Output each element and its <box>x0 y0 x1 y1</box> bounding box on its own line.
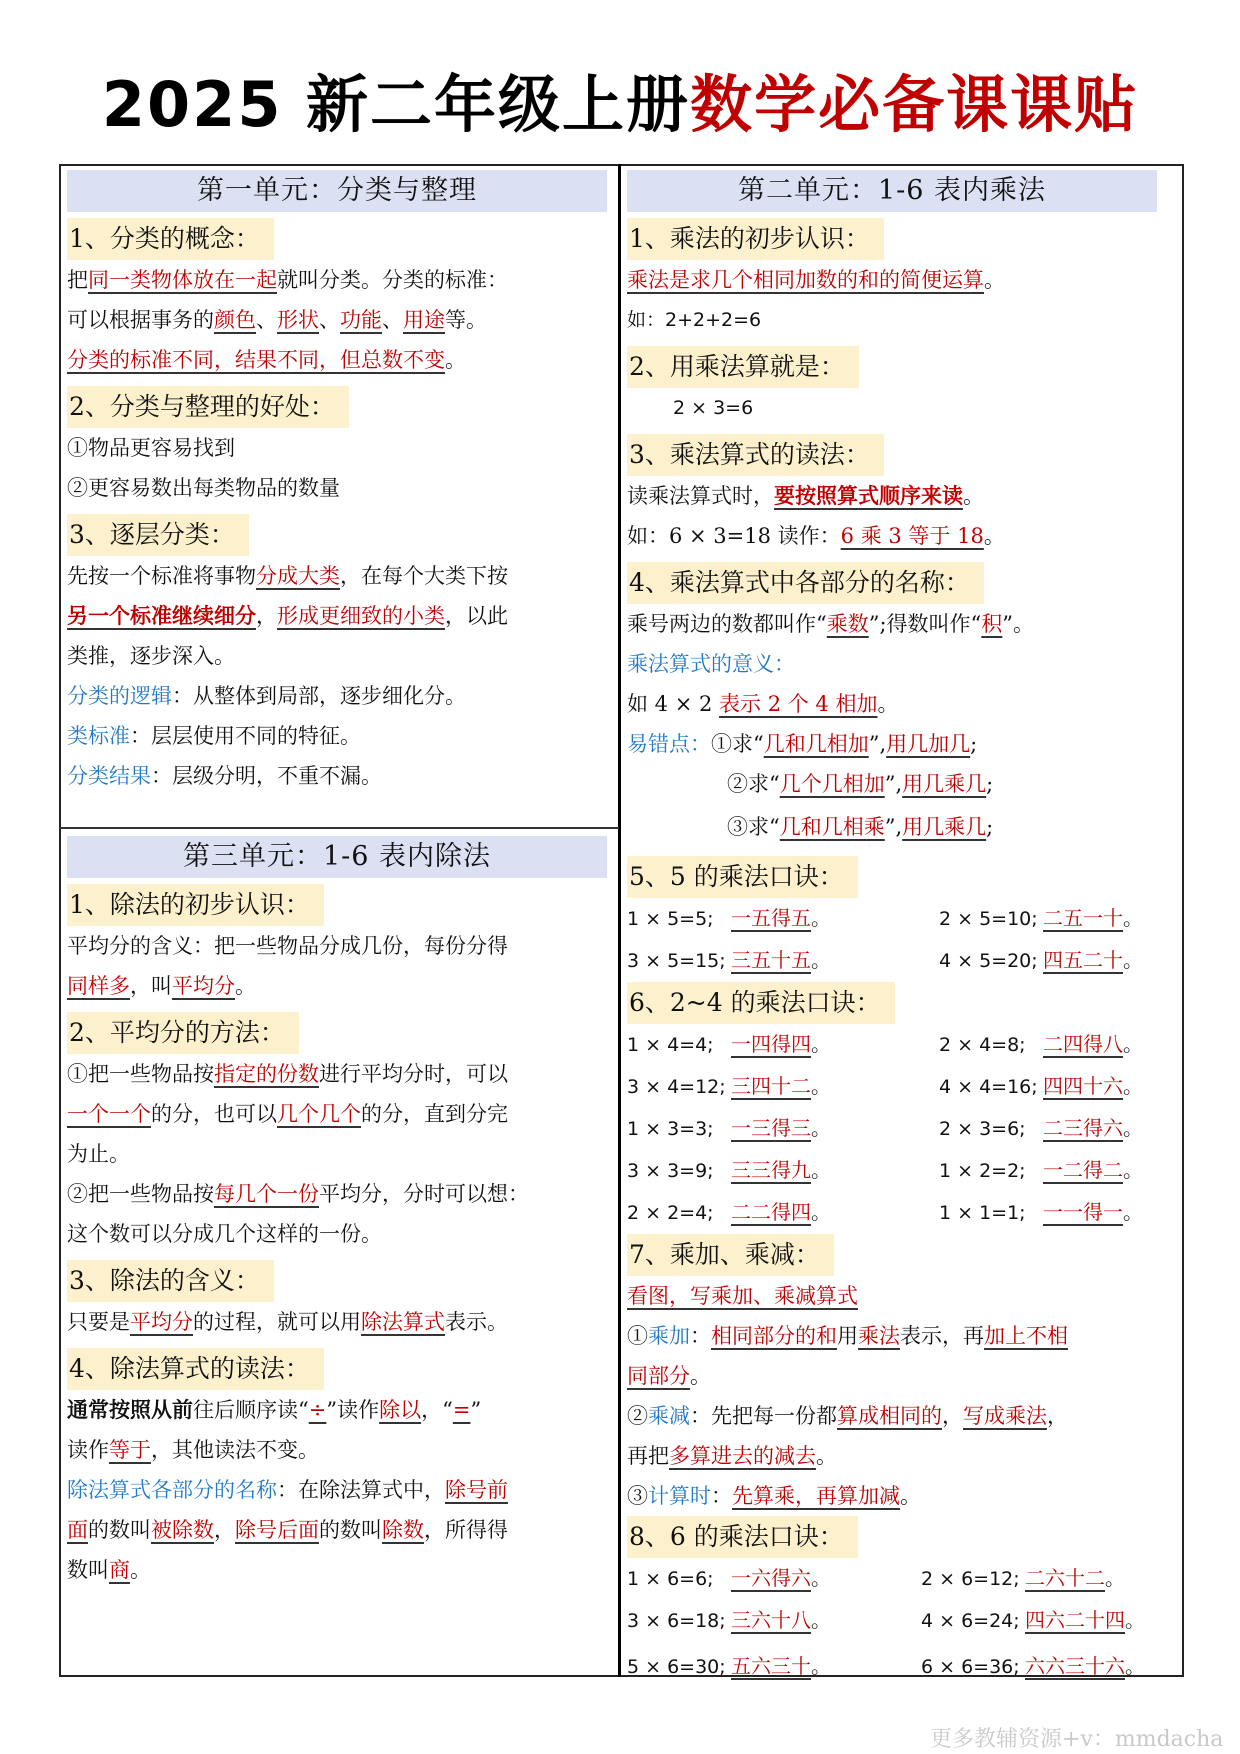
unit1-section2-heading: 2、分类与整理的好处： <box>67 386 349 428</box>
unit2-s7-line4: ②乘减：先把每一份都算成相同的，写成乘法， <box>627 1404 1068 1428</box>
table-row: 6 × 6=36; 六六三十六。 <box>921 1654 1145 1678</box>
table-row: 2 × 2=4; 二二得四。 <box>627 1200 831 1224</box>
unit1-title: 第一单元：分类与整理 <box>67 170 607 212</box>
unit3-panel <box>67 836 607 1590</box>
unit1-s2-item1: ①物品更容易找到 <box>67 436 235 460</box>
unit2-s1-line2: 如：2+2+2=6 <box>627 309 762 331</box>
unit3-s2-line4: ②把一些物品按每几个一份平均分，分时可以想： <box>67 1182 529 1206</box>
unit2-s4-error1: 易错点：①求“几和几相加”,用几加几; <box>627 732 978 756</box>
unit2-section4-heading: 4、乘法算式中各部分的名称： <box>627 562 984 604</box>
left-column-divider <box>59 827 619 829</box>
unit3-s1-line1: 平均分的含义：把一些物品分成几份，每份分得 <box>67 934 508 958</box>
table-row: 3 × 3=9; 三三得九。 <box>627 1158 831 1182</box>
unit2-section2-heading: 2、用乘法算就是： <box>627 346 859 388</box>
unit3-s4-line2: 读作等于，其他读法不变。 <box>67 1438 319 1462</box>
unit3-s4-line5: 数叫商。 <box>67 1558 151 1582</box>
unit1-section3-heading: 3、逐层分类： <box>67 514 249 556</box>
unit3-title: 第三单元：1-6 表内除法 <box>67 836 607 878</box>
unit1-s3-note3: 分类结果：层级分明，不重不漏。 <box>67 764 382 788</box>
unit2-s7-line2: ①乘加：相同部分的和用乘法表示，再加上不相 <box>627 1324 1068 1348</box>
unit1-s1-line3: 分类的标准不同，结果不同，但总数不变。 <box>67 348 466 372</box>
table-row: 3 × 6=18; 三六十八。 <box>627 1608 831 1632</box>
table-row: 3 × 5=15; 三五十五。 <box>627 948 831 972</box>
table-row: 1 × 2=2; 一二得二。 <box>939 1158 1143 1182</box>
unit2-s4-line2: 乘法算式的意义： <box>627 652 795 676</box>
table-row: 4 × 6=24; 四六二十四。 <box>921 1608 1145 1632</box>
unit2-s1-line1: 乘法是求几个相同加数的和的简便运算。 <box>627 268 1005 292</box>
unit3-section1-heading: 1、除法的初步认识： <box>67 884 324 926</box>
unit3-section4-heading: 4、除法算式的读法： <box>67 1348 324 1390</box>
unit2-panel <box>627 170 1182 1691</box>
unit2-s2-line1: 2 × 3=6 <box>673 397 754 419</box>
unit1-s3-line3: 类推，逐步深入。 <box>67 644 235 668</box>
unit2-section8-heading: 8、6 的乘法口诀： <box>627 1516 858 1558</box>
unit2-title: 第二单元：1-6 表内乘法 <box>627 170 1157 212</box>
unit2-section1-heading: 1、乘法的初步认识： <box>627 218 884 260</box>
unit2-section7-heading: 7、乘加、乘减： <box>627 1234 834 1276</box>
table-row: 2 × 6=12; 二六十二。 <box>921 1566 1125 1590</box>
table-row: 1 × 3=3; 一三得三。 <box>627 1116 831 1140</box>
unit3-section2-heading: 2、平均分的方法： <box>67 1012 299 1054</box>
page-title <box>0 60 1240 150</box>
unit3-s2-line2: 一个一个的分，也可以几个几个的分，直到分完 <box>67 1102 508 1126</box>
unit1-panel <box>67 170 607 796</box>
unit3-s2-line1: ①把一些物品按指定的份数进行平均分时，可以 <box>67 1062 508 1086</box>
unit2-s7-line3: 同部分。 <box>627 1364 711 1388</box>
unit3-s4-line1: 通常按照从前往后顺序读“÷”读作除以，“=” <box>67 1398 482 1422</box>
title-black-part: 2025 新二年级上册 <box>101 68 691 141</box>
unit2-s4-line1: 乘号两边的数都叫作“乘数”;得数叫作“积”。 <box>627 612 1035 636</box>
unit1-s1-line2: 可以根据事务的颜色、形状、功能、用途等。 <box>67 308 487 332</box>
table-row: 4 × 4=16; 四四十六。 <box>939 1074 1143 1098</box>
unit1-s1-line1: 把同一类物体放在一起就叫分类。分类的标准： <box>67 268 508 292</box>
unit2-s4-line3: 如 4 × 2 表示 2 个 4 相加。 <box>627 692 899 716</box>
unit2-section5-heading: 5、5 的乘法口诀： <box>627 856 858 898</box>
table-2-4-multiplication <box>627 1024 1182 1234</box>
unit3-s1-line2: 同样多，叫平均分。 <box>67 974 256 998</box>
unit2-s7-line6: ③计算时：先算乘，再算加减。 <box>627 1484 921 1508</box>
column-divider <box>618 164 621 1677</box>
table-row: 1 × 1=1; 一一得一。 <box>939 1200 1143 1224</box>
unit3-s4-line3: 除法算式各部分的名称：在除法算式中，除号前 <box>67 1478 508 1502</box>
unit1-s3-line2: 另一个标准继续细分，形成更细致的小类，以此 <box>67 604 508 628</box>
unit1-section1-heading: 1、分类的概念： <box>67 218 274 260</box>
unit2-s7-line5: 再把多算进去的减去。 <box>627 1444 837 1468</box>
unit3-s3-line1: 只要是平均分的过程，就可以用除法算式表示。 <box>67 1310 508 1334</box>
table-row: 2 × 5=10; 二五一十。 <box>939 906 1143 930</box>
table-row: 2 × 4=8; 二四得八。 <box>939 1032 1143 1056</box>
unit3-s2-line5: 这个数可以分成几个这样的一份。 <box>67 1222 382 1246</box>
table-row: 1 × 4=4; 一四得四。 <box>627 1032 831 1056</box>
unit3-section3-heading: 3、除法的含义： <box>67 1260 274 1302</box>
unit1-s3-note1: 分类的逻辑：从整体到局部，逐步细化分。 <box>67 684 466 708</box>
unit2-section6-heading: 6、2~4 的乘法口诀： <box>627 982 895 1024</box>
unit2-s3-line2: 如：6 × 3=18 读作：6 乘 3 等于 18。 <box>627 524 1005 548</box>
table-6-multiplication <box>627 1558 1182 1691</box>
title-red-part: 数学必备课课贴 <box>690 68 1139 141</box>
unit2-s4-error3: ③求“几和几相乘”,用几乘几; <box>727 815 994 839</box>
table-row: 1 × 5=5; 一五得五。 <box>627 906 831 930</box>
unit1-s3-note2: 类标准：层层使用不同的特征。 <box>67 724 361 748</box>
table-row: 4 × 5=20; 四五二十。 <box>939 948 1143 972</box>
unit2-section3-heading: 3、乘法算式的读法： <box>627 434 884 476</box>
unit2-s7-line1: 看图，写乘加、乘减算式 <box>627 1284 858 1308</box>
table-row: 5 × 6=30; 五六三十。 <box>627 1654 831 1678</box>
watermark: 更多教辅资源+v：mmdacha <box>930 1727 1224 1752</box>
table-row: 1 × 6=6; 一六得六。 <box>627 1566 831 1590</box>
unit1-s3-line1: 先按一个标准将事物分成大类，在每个大类下按 <box>67 564 508 588</box>
table-row: 2 × 3=6; 二三得六。 <box>939 1116 1143 1140</box>
unit1-s2-item2: ②更容易数出每类物品的数量 <box>67 476 340 500</box>
unit3-s2-line3: 为止。 <box>67 1142 130 1166</box>
table-5-multiplication <box>627 898 1182 982</box>
unit3-s4-line4: 面的数叫被除数，除号后面的数叫除数，所得得 <box>67 1518 508 1542</box>
unit2-s4-error2: ②求“几个几相加”,用几乘几; <box>727 772 994 796</box>
unit2-s3-line1: 读乘法算式时，要按照算式顺序来读。 <box>627 484 984 508</box>
table-row: 3 × 4=12; 三四十二。 <box>627 1074 831 1098</box>
